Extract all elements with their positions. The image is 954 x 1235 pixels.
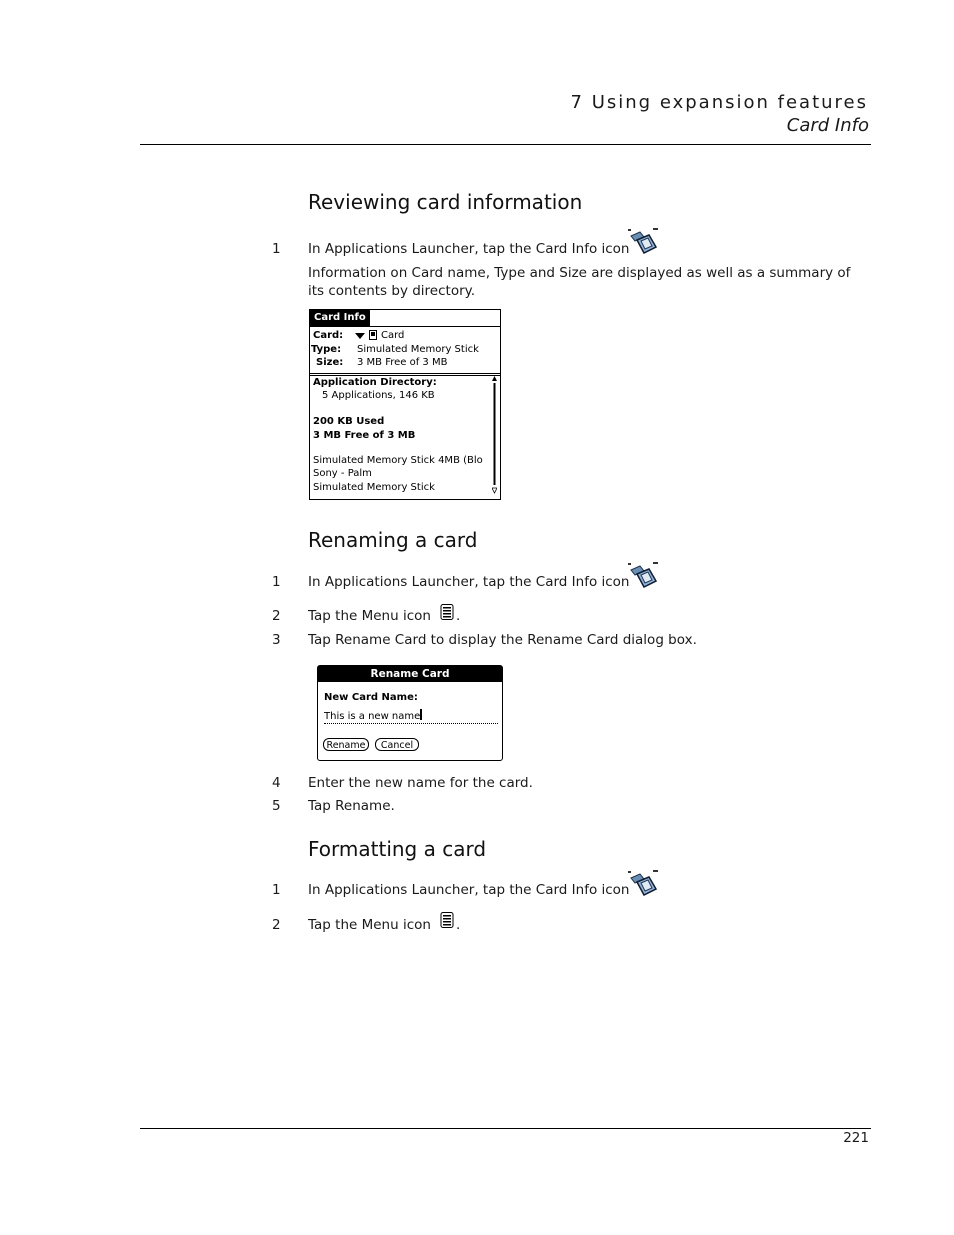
cancel-button[interactable]: Cancel xyxy=(375,738,419,751)
rename-card-dialog xyxy=(317,665,503,761)
step-text: Tap Rename Card to display the Rename Card dialog box. xyxy=(308,632,697,648)
size-label: Size: xyxy=(316,357,344,368)
card-label: Card: xyxy=(313,330,344,341)
card-info-title: Card Info xyxy=(310,310,370,326)
list-item: Sony - Palm xyxy=(313,468,372,479)
header-divider xyxy=(140,144,871,145)
rename-button[interactable]: Rename xyxy=(323,738,369,751)
step-text: In Applications Launcher, tap the Card Info icon xyxy=(308,241,630,257)
step-number: 2 xyxy=(272,608,281,624)
text-cursor xyxy=(420,709,422,720)
menu-icon xyxy=(440,604,454,620)
chapter-title: 7 Using expansion features xyxy=(570,92,868,113)
description-paragraph: Information on Card name, Type and Size are displayed as well as a summary of its contents by directory. xyxy=(308,265,851,299)
card-info-icon xyxy=(626,562,658,590)
app-directory-value: 5 Applications, 146 KB xyxy=(322,390,435,401)
free-space: 3 MB Free of 3 MB xyxy=(313,430,416,441)
step-number: 4 xyxy=(272,775,281,791)
step-number: 3 xyxy=(272,632,281,648)
triangle-down-icon[interactable] xyxy=(355,333,365,339)
heading-renaming: Renaming a card xyxy=(308,528,478,552)
heading-formatting: Formatting a card xyxy=(308,837,487,861)
step-text: In Applications Launcher, tap the Card Info icon xyxy=(308,882,630,898)
used-space: 200 KB Used xyxy=(313,416,385,427)
input-value: This is a new name xyxy=(324,711,421,722)
card-device-icon xyxy=(369,330,377,340)
heading-reviewing: Reviewing card information xyxy=(308,190,583,214)
size-value: 3 MB Free of 3 MB xyxy=(357,357,448,368)
page-number: 221 xyxy=(843,1130,869,1146)
card-info-icon xyxy=(626,870,658,898)
divider xyxy=(310,373,500,374)
card-selector[interactable]: Card xyxy=(381,330,405,341)
step-text: Tap the Menu icon xyxy=(308,917,431,933)
step-number: 5 xyxy=(272,798,281,814)
type-label: Type: xyxy=(311,344,342,355)
card-info-icon xyxy=(626,228,658,256)
step-text: Tap the Menu icon xyxy=(308,608,431,624)
step-suffix: . xyxy=(456,608,461,624)
card-info-screen xyxy=(309,309,501,500)
footer-divider xyxy=(140,1128,871,1129)
dialog-title: Rename Card xyxy=(318,666,502,682)
new-card-name-input[interactable] xyxy=(324,709,498,724)
list-item: Simulated Memory Stick 4MB (Blo xyxy=(313,455,483,466)
step-number: 1 xyxy=(272,882,281,898)
step-suffix: . xyxy=(456,917,461,933)
step-number: 1 xyxy=(272,241,281,257)
step-number: 1 xyxy=(272,574,281,590)
step-text: Tap Rename. xyxy=(308,798,395,814)
list-item: Simulated Memory Stick xyxy=(313,482,435,493)
step-text: Enter the new name for the card. xyxy=(308,775,533,791)
type-value: Simulated Memory Stick xyxy=(357,344,479,355)
card-info-titlebar xyxy=(310,310,500,327)
step-text: In Applications Launcher, tap the Card Info icon xyxy=(308,574,630,590)
app-directory-label: Application Directory: xyxy=(313,377,437,388)
section-title: Card Info xyxy=(786,115,869,136)
scrollbar[interactable] xyxy=(492,376,497,496)
step-number: 2 xyxy=(272,917,281,933)
menu-icon xyxy=(440,912,454,928)
divider xyxy=(310,375,500,376)
new-card-name-label: New Card Name: xyxy=(324,692,418,703)
